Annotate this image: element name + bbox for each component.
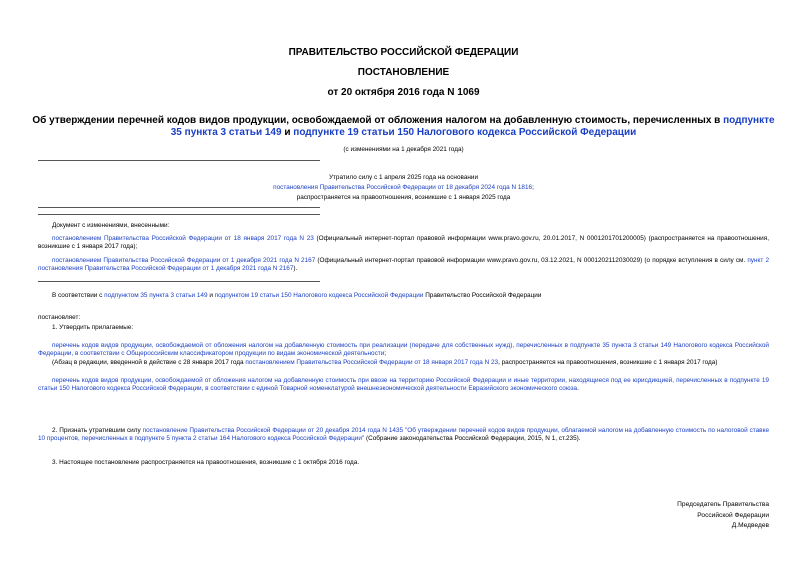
changes-intro: Документ с изменениями, внесенными: xyxy=(52,222,170,229)
amended-note: (с изменениями на 1 декабря 2021 года) xyxy=(343,146,464,153)
repealed-decree-link[interactable]: постановление Правительства Российской Федерации от 20 декабря 2014 года N 1435 "Об утверждении перечней кодов видов продукции, облагаемой налогом на добавленную стоимость по налоговой ставке 10 процентов, перечисленных в подпункте 5 пункта 2 статьи 164 Налогового кодекса Российской Федерации" xyxy=(38,427,769,443)
government-name: ПРАВИТЕЛЬСТВО РОССИЙСКОЙ ФЕДЕРАЦИИ xyxy=(288,47,519,58)
list-150-end: . xyxy=(577,385,579,393)
edit-note-text: (Абзац в редакции, введенной в действие с 28 января 2017 года xyxy=(52,358,246,366)
preamble-paragraph xyxy=(38,292,769,300)
list-149-end: ; xyxy=(384,350,387,358)
paragraph-3 xyxy=(38,459,769,467)
signature-title: Председатель Правительства xyxy=(677,501,769,508)
preamble-text-end: Правительство Российской Федерации xyxy=(423,292,542,299)
paragraph-1 xyxy=(38,324,769,393)
divider xyxy=(38,207,320,208)
change-item-1-text: (Официальный интернет-портал правовой информации www.pravo.gov.ru, 20.01.2017, N 0001201701200005) (распространяется на правоотношения, возникшие с 1 января 2017 года); xyxy=(38,235,769,251)
paragraph-1-intro: 1. Утвердить прилагаемые: xyxy=(52,324,134,331)
preamble-text: В соответствии с xyxy=(52,292,105,299)
edit-note-link[interactable]: постановлением Правительства Российской Федерации от 18 января 2017 года N 23 xyxy=(245,358,499,366)
preamble xyxy=(38,292,769,300)
change-item-2-text: (Официальный интернет-портал правовой информации www.pravo.gov.ru, 03.12.2021, N 0001202112030029) (о порядке вступления в силу см. xyxy=(315,256,748,264)
document-date: от 20 октября 2016 года N 1069 xyxy=(327,87,480,98)
edit-note-end: , распространяется на правоотношения, возникшие с 1 января 2017 года) xyxy=(498,358,718,366)
expired-line-1: Утратило силу с 1 апреля 2025 года на основании xyxy=(328,174,479,181)
change-item-2-end: ). xyxy=(293,264,298,272)
list-149-link[interactable]: перечень кодов видов продукции, освобождаемой от обложения налогом на добавленную стоимость при реализации (передаче для собственных нужд), перечисленных в подпункте 35 пункта 3 статьи 149 Налогового кодекса Российской Федерации, в соответствии с Общероссийским классификатором продукции по видам экономической деятельности xyxy=(38,342,769,358)
changes-block xyxy=(38,222,769,273)
change-decree-23-link[interactable]: постановлением Правительства Российской Федерации от 18 января 2017 года N 23 xyxy=(52,235,314,243)
divider xyxy=(38,160,320,161)
paragraph-2-end: (Собрание законодательства Российской Федерации, 2015, N 1, ст.235). xyxy=(364,435,581,443)
list-item-150 xyxy=(38,377,769,393)
signature-block xyxy=(677,500,769,532)
document-title xyxy=(30,115,777,139)
paragraph-3-text: 3. Настоящее постановление распространяется на правоотношения, возникшие с 1 октября 2016 года. xyxy=(52,459,360,466)
divider xyxy=(38,281,320,282)
list-item-149 xyxy=(38,342,769,358)
change-decree-2167-point-link[interactable]: пункт 2 постановления Правительства Российской Федерации от 1 декабря 2021 года N 2167 xyxy=(38,256,769,272)
paragraph-2-text xyxy=(38,427,769,443)
signature-name: Д.Медведев xyxy=(731,522,769,529)
change-decree-2167-link[interactable]: постановлением Правительства Российской Федерации от 1 декабря 2021 года N 2167 xyxy=(52,256,316,264)
title-link-article-149[interactable]: подпункте 35 пункта 3 статьи 149 xyxy=(170,115,775,138)
expired-decree-link[interactable]: постановления Правительства Российской Федерации от 18 декабря 2024 года N 1816 xyxy=(273,184,533,191)
preamble-link-149[interactable]: подпунктом 35 пункта 3 статьи 149 xyxy=(104,292,208,299)
expired-tail: ; xyxy=(532,184,534,191)
changes-item-1 xyxy=(38,235,769,251)
list-150-link[interactable]: перечень кодов видов продукции, освобождаемой от обложения налогом на добавленную стоимость при ввозе на территорию Российской Федерации и иные территории, находящиеся под ее юрисдикцией, перечисленных в подпункте 19 статьи 150 Налогового кодекса Российской Федерации, в соответствии с единой Товарной номенклатурой внешнеэкономической деятельности Евразийского экономического союза xyxy=(38,376,769,393)
paragraph-2 xyxy=(38,427,769,443)
preamble-link-150[interactable]: подпунктом 19 статьи 150 Налогового кодекса Российской Федерации xyxy=(214,292,424,299)
changes-item-2 xyxy=(38,257,769,273)
document-type: ПОСТАНОВЛЕНИЕ xyxy=(357,67,450,78)
preamble-text-and: и xyxy=(207,292,215,299)
decree-word: постановляет: xyxy=(38,314,81,321)
expired-line-3: распространяется на правоотношения, возникшие с 1 января 2025 года xyxy=(296,194,511,201)
signature-org: Российской Федерации xyxy=(697,511,769,519)
title-text-and: и xyxy=(281,127,294,138)
expired-line-2 xyxy=(0,184,807,192)
title-text: Об утверждении перечней кодов видов продукции, освобождаемой от обложения налогом на добавленную стоимость, перечисленных в xyxy=(32,115,724,126)
edit-note xyxy=(38,359,769,367)
paragraph-2-start: 2. Признать утратившим силу xyxy=(52,427,143,434)
title-link-article-150[interactable]: подпункте 19 статьи 150 Налогового кодекса Российской Федерации xyxy=(293,127,637,138)
divider xyxy=(38,214,320,215)
